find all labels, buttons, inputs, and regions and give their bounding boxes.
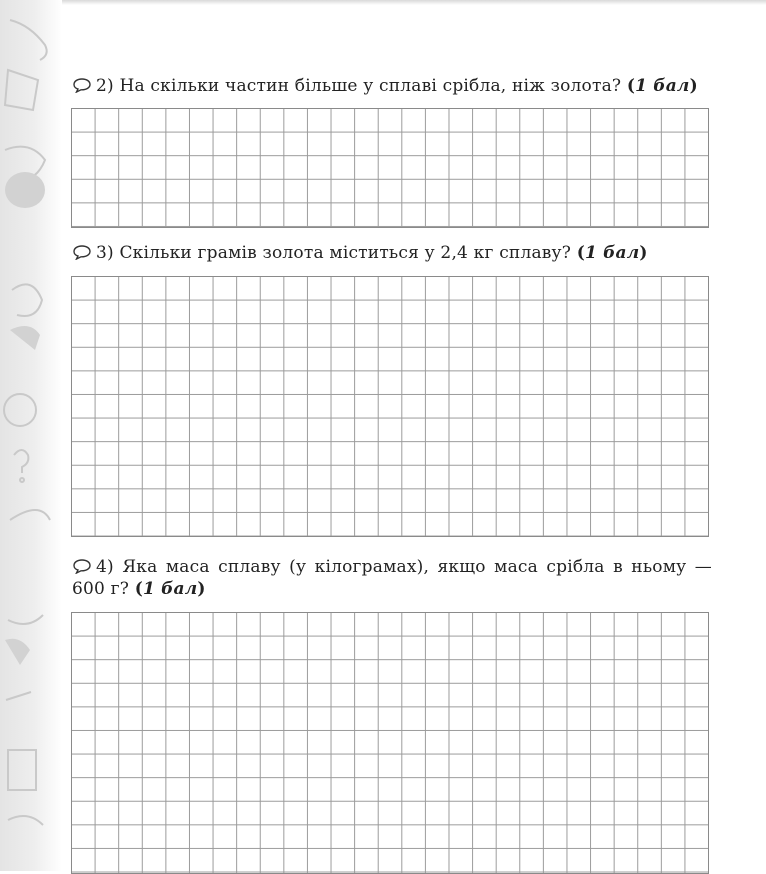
- task-2-text: На скільки частин більше у сплаві срібла, ніж золота?: [119, 76, 622, 96]
- task-3-text: Скільки грамів золота міститься у 2,4 кг сплаву?: [119, 243, 572, 263]
- task-2-points: (1 бал): [626, 76, 698, 96]
- task-4-points: (1 бал): [134, 579, 206, 599]
- task-2-question: [72, 75, 712, 97]
- task-4-answer-grid[interactable]: [71, 612, 709, 874]
- task-3-points: (1 бал): [576, 243, 648, 263]
- speech-bubble-icon: [72, 244, 92, 260]
- task-2-number: 2): [96, 76, 114, 96]
- task-4-question: [72, 556, 712, 600]
- speech-bubble-icon: [72, 77, 92, 93]
- task-4-number: 4): [96, 557, 114, 577]
- page-top-shadow: [0, 0, 766, 5]
- task-4-text: Яка маса сплаву (у кілограмах), якщо маса срібла в ньому — 600 г?: [72, 557, 713, 599]
- task-3-question: [72, 242, 712, 264]
- task-2-answer-grid[interactable]: [71, 108, 709, 228]
- speech-bubble-icon: [72, 558, 92, 574]
- margin-decoration-strip: [0, 0, 62, 871]
- task-3-answer-grid[interactable]: [71, 276, 709, 537]
- margin-doodles-icon: [0, 0, 62, 871]
- task-3-number: 3): [96, 243, 114, 263]
